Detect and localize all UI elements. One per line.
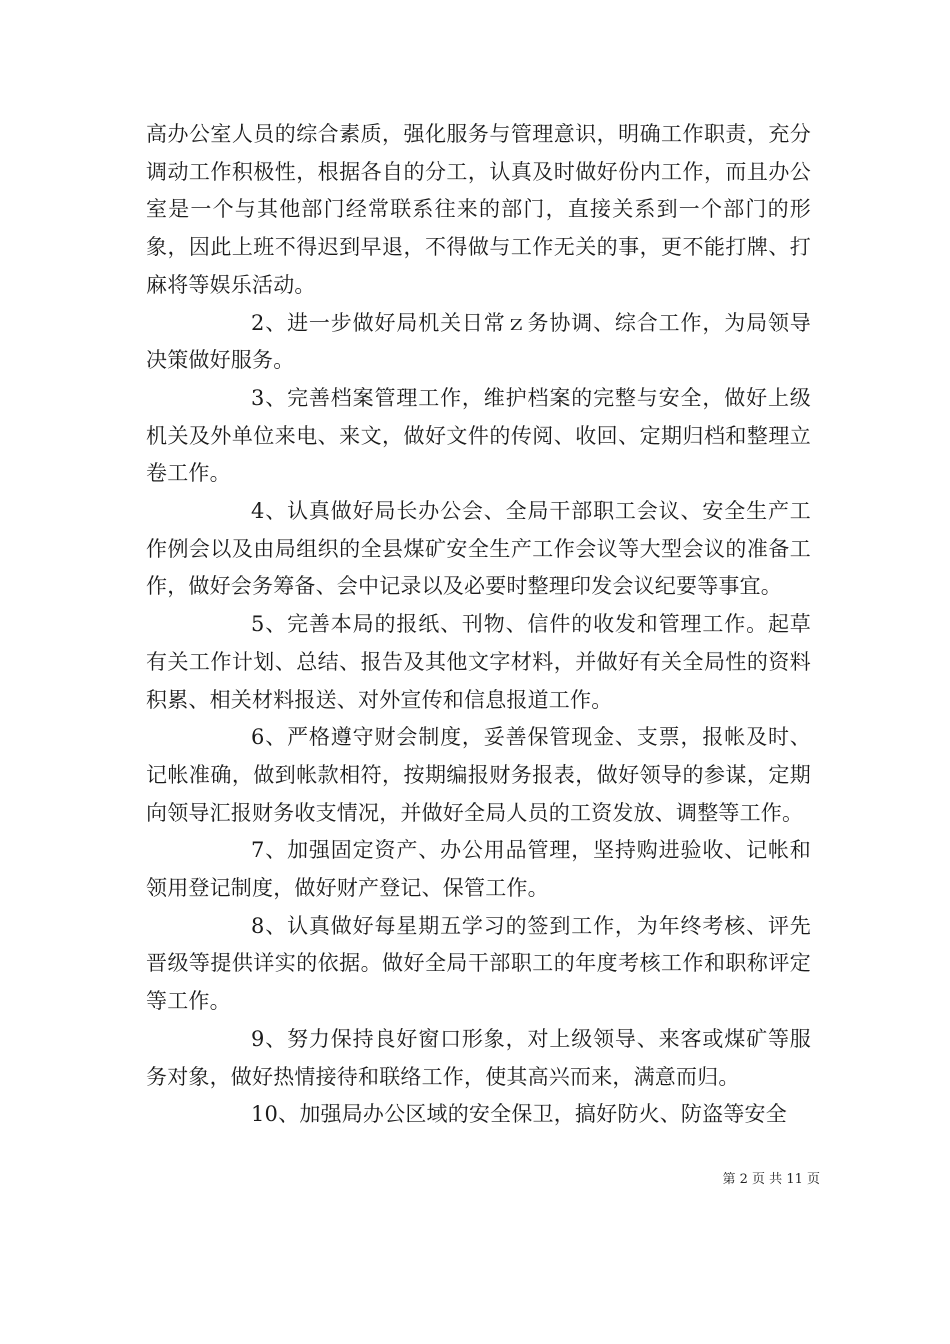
document-body bbox=[146, 116, 811, 1134]
paragraph-item-2: 2、进一步做好局机关日常ｚ务协调、综合工作，为局领导决策做好服务。 bbox=[146, 310, 811, 373]
paragraph-item-10: 10、加强局办公区域的安全保卫，搞好防火、防盗等安全 bbox=[251, 1102, 787, 1127]
paragraph-item-8: 8、认真做好每星期五学习的签到工作，为年终考核、评先晋级等提供详实的依据。做好全局干部职工的年度考核工作和职称评定等工作。 bbox=[146, 913, 811, 1014]
page-number-footer: 第 2 页 共 11 页 bbox=[722, 1172, 820, 1187]
paragraph-continuation: 高办公室人员的综合素质，强化服务与管理意识，明确工作职责，充分调动工作积极性，根据各自的分工，认真及时做好份内工作，而且办公室是一个与其他部门经常联系往来的部门，直接关系到一个部门的形象，因此上班不得迟到早退，不得做与工作无关的事，更不能打牌、打麻将等娱乐活动。 bbox=[146, 122, 811, 297]
paragraph-item-9: 9、努力保持良好窗口形象，对上级领导、来客或煤矿等服务对象，做好热情接待和联络工作，使其高兴而来，满意而归。 bbox=[146, 1026, 811, 1089]
paragraph-item-6: 6、严格遵守财会制度，妥善保管现金、支票，报帐及时、记帐准确，做到帐款相符，按期编报财务报表，做好领导的参谋，定期向领导汇报财务收支情况，并做好全局人员的工资发放、调整等工作。 bbox=[146, 725, 811, 825]
paragraph-item-7: 7、加强固定资产、办公用品管理，坚持购进验收、记帐和领用登记制度，做好财产登记、保管工作。 bbox=[146, 838, 811, 901]
paragraph-item-5: 5、完善本局的报纸、刊物、信件的收发和管理工作。起草有关工作计划、总结、报告及其他文字材料，并做好有关全局性的资料积累、相关材料报送、对外宣传和信息报道工作。 bbox=[146, 612, 811, 712]
paragraph-item-3: 3、完善档案管理工作，维护档案的完整与安全，做好上级机关及外单位来电、来文，做好文件的传阅、收回、定期归档和整理立卷工作。 bbox=[146, 385, 811, 486]
paragraph-item-4: 4、认真做好局长办公会、全局干部职工会议、安全生产工作例会以及由局组织的全县煤矿安全生产工作会议等大型会议的准备工作，做好会务筹备、会中记录以及必要时整理印发会议纪要等事宜。 bbox=[146, 499, 811, 599]
